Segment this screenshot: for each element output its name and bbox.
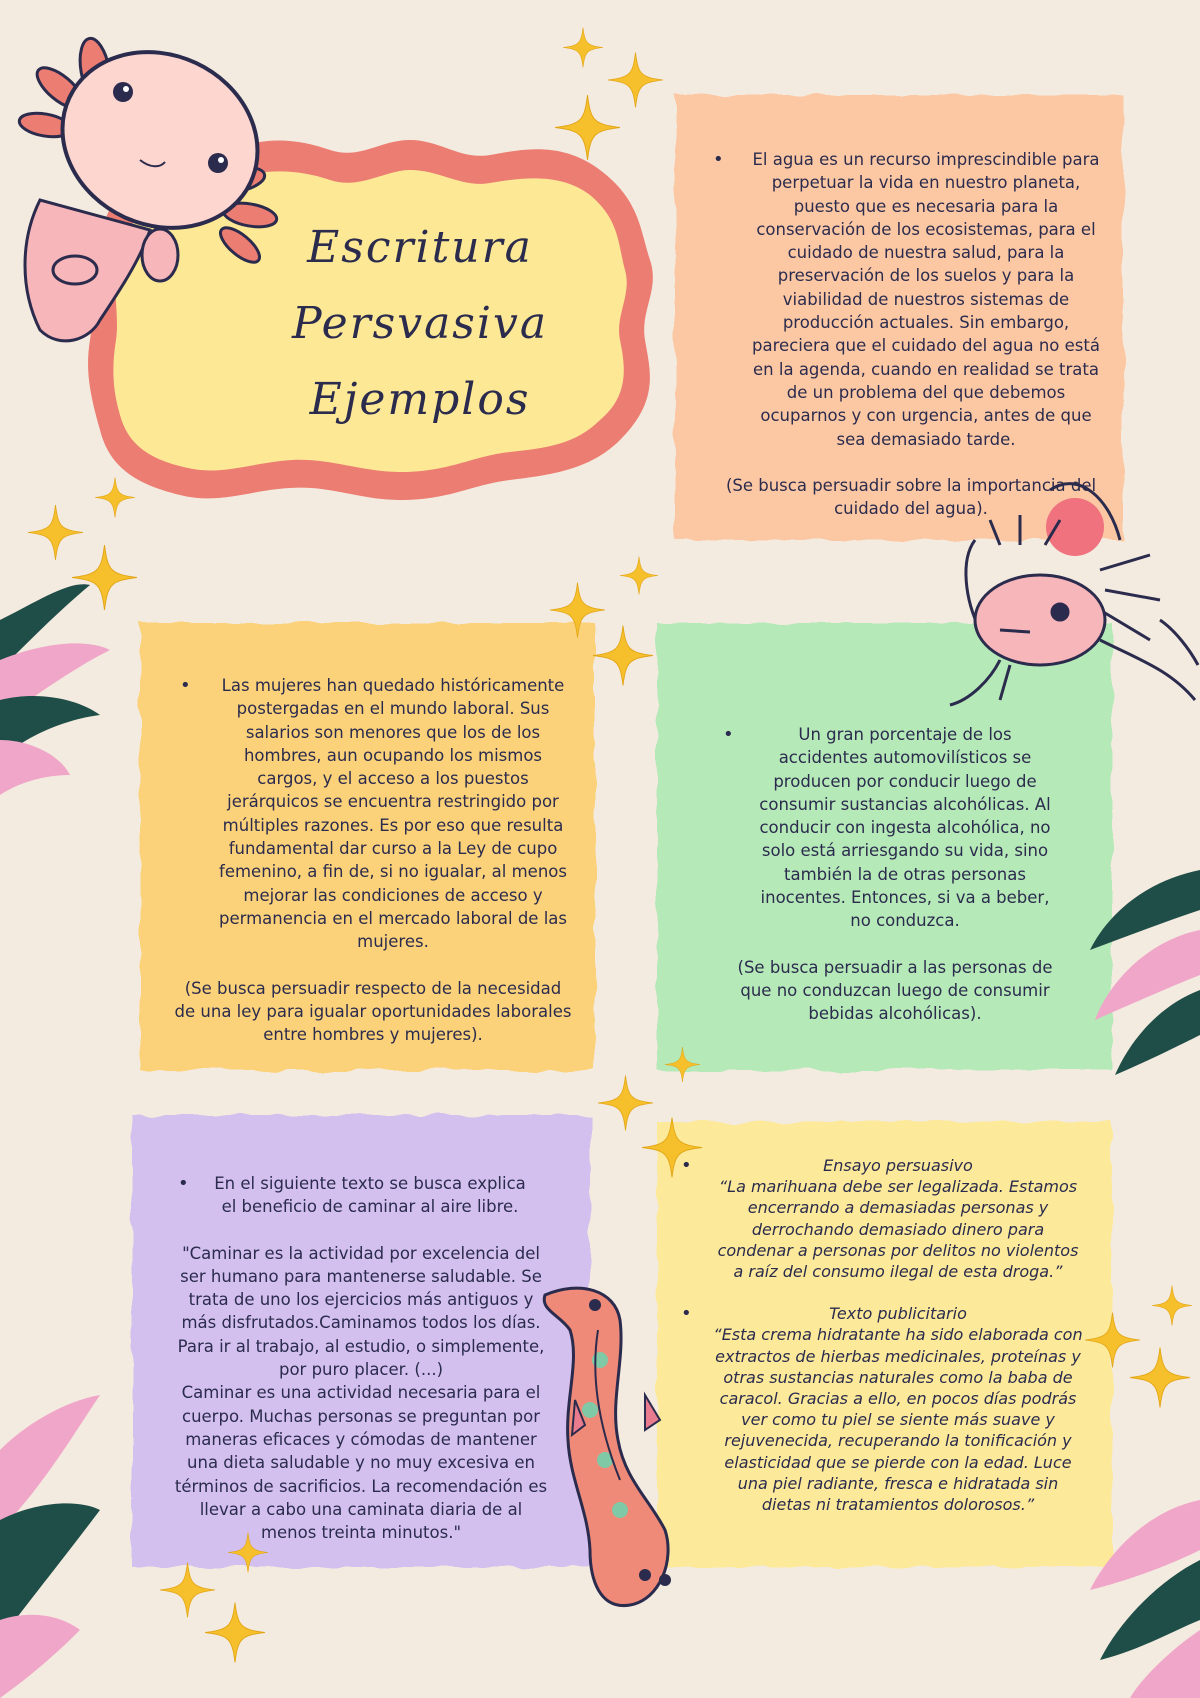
ensayo-text: “La marihuana debe ser legalizada. Estamos encerrando a demasiadas personas y derrochando demasiado dinero para condenar a personas por delitos no violentos a raíz del consumo ilegal de esta droga.” (717, 1177, 1079, 1282)
card-alcohol-text: • Un gran porcentaje de los accidentes automovilísticos se producen por conducir luego de consumir sustancias alcohólicas. Al conducir con ingesta alcohólica, no solo está arriesgando su vida, sino también la de otras personas inocentes. Entonces, si va a beber, no conduzca. (755, 723, 1055, 933)
card-mujeres-text: • Las mujeres han quedado históricamente postergadas en el mundo laboral. Sus salarios son menores que los de los hombres, aun ocupando los mismos cargos, y el acceso a los puestos jerárquicos se encuentra restringido por múltiples razones. Es por eso que resulta fundamental dar curso a la Ley de cupo femenino, a fin de, si no igualar, al menos mejorar las condiciones de acceso y permanencia en el mercado laboral de las mujeres. (212, 674, 574, 954)
page-title (255, 210, 585, 438)
card-caminar-quote-2: Caminar es una actividad necesaria para el cuerpo. Muchas personas se preguntan por maneras eficaces y cómodas de mantener una dieta saludable y no muy excesiva en términos de sacrificios. La recomendación es llevar a cabo una caminata diaria de al menos treinta minutos." (174, 1383, 548, 1543)
card-alcohol (737, 723, 1055, 1026)
title-line-3: Ejemplos (309, 374, 531, 425)
card-mujeres-note: (Se busca persuadir respecto de la necesidad de una ley para igualar oportunidades laborales entre hombres y mujeres). (174, 978, 572, 1045)
publicitario-text: “Esta crema hidratante ha sido elaborada con extractos de hierbas medicinales, proteínas y otras sustancias naturales como la baba de caracol. Gracias a ello, en pocos días podrás ver como tu piel se siente más suave y rejuvenecida, recuperando la tonificación y elasticidad que se pierde con la edad. Luce una piel radiante, fresca e hidratada sin dietas ni tratamientos dolorosos.” (713, 1325, 1083, 1515)
card-caminar-text: • En el siguiente texto se busca explica el beneficio de caminar al aire libre. (210, 1172, 530, 1219)
ensayo-heading: • Ensayo persuasivo (713, 1155, 1083, 1176)
card-agua (725, 148, 1107, 520)
title-line-2: Persvasiva (291, 298, 549, 349)
card-caminar-quote-1: "Caminar es la actividad por excelencia del ser humano para mantenerse saludable. Se trata de uno los ejercicios más antiguos y más disfrutados.Caminamos todos los días. Para ir al trabajo, al estudio, o simplemente, por puro placer. (...) (177, 1243, 545, 1380)
card-alcohol-note: (Se busca persuadir a las personas de que no conduzcan luego de consumir bebidas alcohólicas). (737, 957, 1053, 1024)
card-ensayo (713, 1155, 1083, 1515)
title-line-1: Escritura (307, 222, 533, 273)
card-agua-note: (Se busca persuadir sobre la importancia del cuidado del agua). (725, 475, 1097, 519)
publicitario-heading: • Texto publicitario (713, 1303, 1083, 1324)
card-agua-text: • El agua es un recurso imprescindible para perpetuar la vida en nuestro planeta, puesto que es necesaria para la conservación de los ecosistemas, para el cuidado de nuestra salud, para la preservación de los suelos y para la viabilidad de nuestros sistemas de producción actuales. Sin embargo, pareciera que el cuidado del agua no está en la agenda, cuando en realidad se trata de un problema del que debemos ocuparnos y con urgencia, antes de que sea demasiado tarde. (745, 148, 1107, 451)
card-mujeres (174, 674, 574, 1046)
card-caminar (170, 1172, 552, 1544)
